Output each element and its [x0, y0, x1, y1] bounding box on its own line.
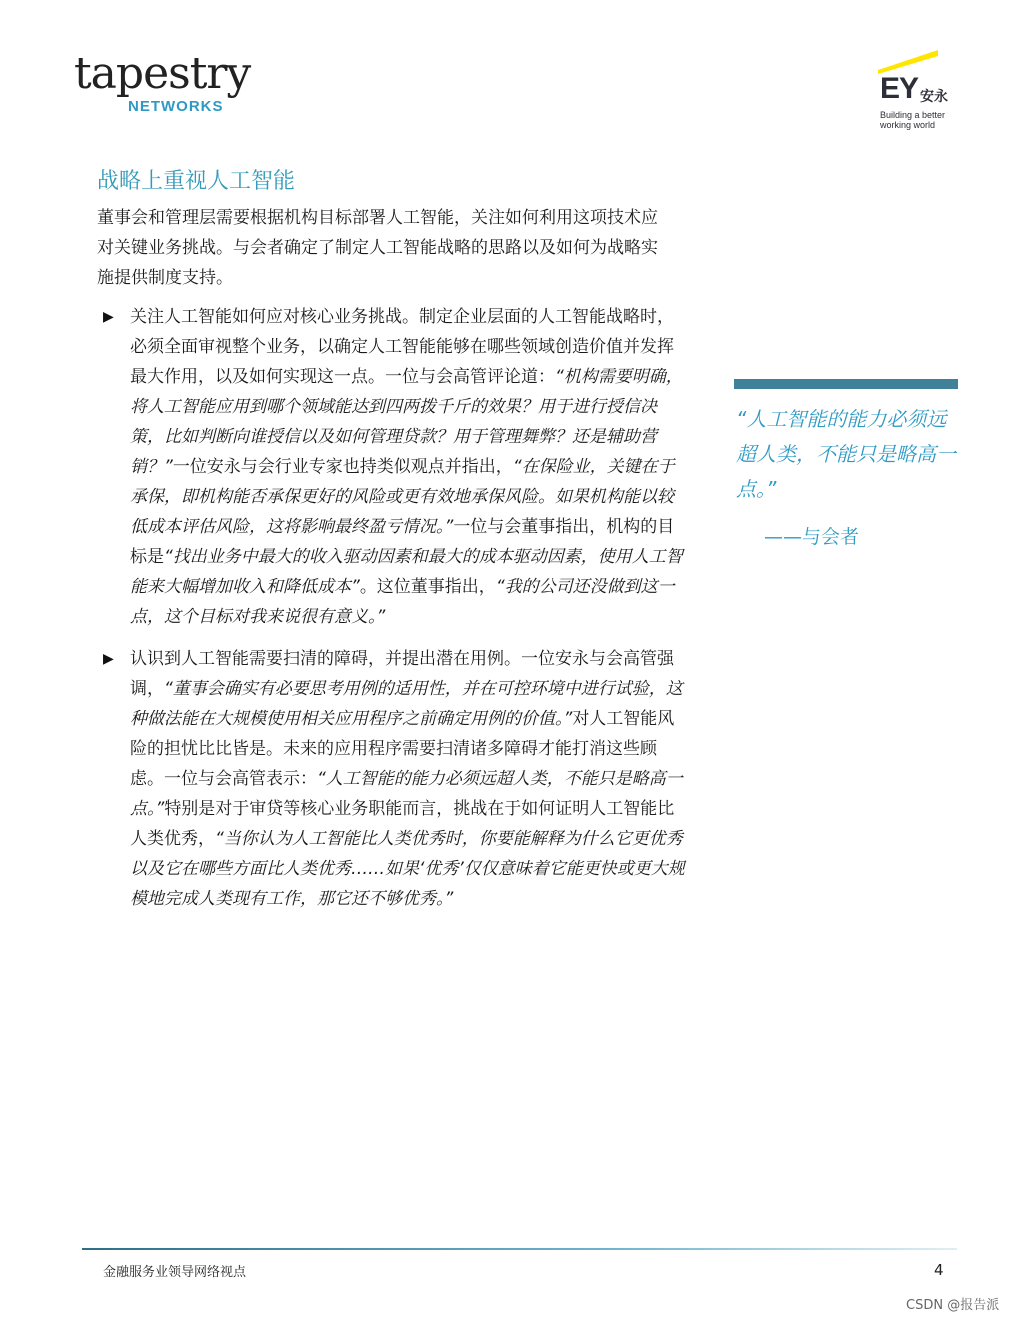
bullet-list — [97, 302, 687, 926]
quote-segment: “我的公司还没做到这一点，这个目标对我来说很有意义。” — [130, 577, 675, 627]
bullet-text-segment: 特别是对于审贷等核心业务职能而言，挑战在于如何证明人工智能比人类优秀， — [130, 799, 675, 849]
triangle-bullet-icon: ▶ — [103, 651, 114, 667]
logo-wordmark: tapestry — [74, 48, 251, 99]
page-number: 4 — [934, 1261, 944, 1279]
bullet-text — [130, 302, 687, 632]
bullet-text-segment: 一位与会董事指出，机构的目标是 — [130, 517, 675, 567]
ey-tagline-line1: Building a better — [880, 110, 946, 120]
bullet-text-segment: 一位安永与会行业专家也持类似观点并指出， — [172, 457, 513, 477]
bullet-text-segment: 关注人工智能如何应对核心业务挑战。制定企业层面的人工智能战略时，必须全面审视整个业务，以确定人工智能能够在哪些领域创造价值并发挥最大作用，以及如何实现这一点。一位与会高管评论道： — [130, 307, 674, 387]
quote-segment: “人工智能的能力必须远超人类，不能只是略高一点。” — [130, 769, 683, 819]
watermark: CSDN @报告派 — [906, 1298, 1000, 1313]
ey-tagline — [880, 110, 970, 130]
bullet-text — [130, 644, 687, 914]
ey-letters: EY — [880, 72, 919, 105]
bullet-item-2 — [97, 644, 687, 914]
quote-segment: “机构需要明确，将人工智能应用到哪个领域能达到四两拨千斤的效果？用于进行授信决策，比如判断向谁授信以及如何管理贷款？用于管理舞弊？还是辅助营销？” — [130, 367, 683, 477]
quote-segment: “当你认为人工智能比人类优秀时，你要能解释为什么它更优秀以及它在哪些方面比人类优秀……如果‘优秀’仅仅意味着它能更快或更大规模地完成人类现有工作，那它还不够优秀。” — [130, 829, 685, 909]
footer-divider — [82, 1248, 957, 1250]
bullet-item-1 — [97, 302, 687, 632]
footer-title: 金融服务业领导网络视点 — [103, 1265, 247, 1280]
bullet-text-segment: 。这位董事指出， — [359, 577, 496, 597]
tapestry-networks-logo — [74, 48, 274, 122]
pull-quote-bar — [734, 379, 958, 389]
pull-quote: “人工智能的能力必须远超人类，不能只是略高一点。” — [736, 407, 956, 501]
ey-chinese-name: 安永 — [920, 89, 948, 105]
ey-tagline-line2: working world — [880, 120, 936, 130]
ey-logo — [878, 46, 968, 136]
bullet-text-segment: 认识到人工智能需要扫清的障碍，并提出潜在用例。一位安永与会高管强调， — [130, 649, 674, 699]
pull-quote-attribution: ——与会者 — [764, 526, 860, 548]
intro-paragraph: 董事会和管理层需要根据机构目标部署人工智能，关注如何利用这项技术应对关键业务挑战。与会者确定了制定人工智能战略的思路以及如何为战略实施提供制度支持。 — [97, 208, 658, 288]
quote-segment: “找出业务中最大的收入驱动因素和最大的成本驱动因素，使用人工智能来大幅增加收入和降低成本” — [130, 547, 683, 597]
bullet-text-segment: 对人工智能风险的担忧比比皆是。未来的应用程序需要扫清诸多障碍才能打消这些顾虑。一位与会高管表示： — [130, 709, 675, 789]
section-title: 战略上重视人工智能 — [97, 169, 296, 194]
quote-segment: “在保险业，关键在于承保，即机构能否承保更好的风险或更有效地承保风险。如果机构能以较低成本评估风险，这将影响最终盈亏情况。” — [130, 457, 675, 537]
logo-subtitle: NETWORKS — [128, 98, 224, 115]
triangle-bullet-icon: ▶ — [103, 309, 114, 325]
quote-segment: “董事会确实有必要思考用例的适用性，并在可控环境中进行试验，这种做法能在大规模使用相关应用程序之前确定用例的价值。” — [130, 679, 683, 729]
